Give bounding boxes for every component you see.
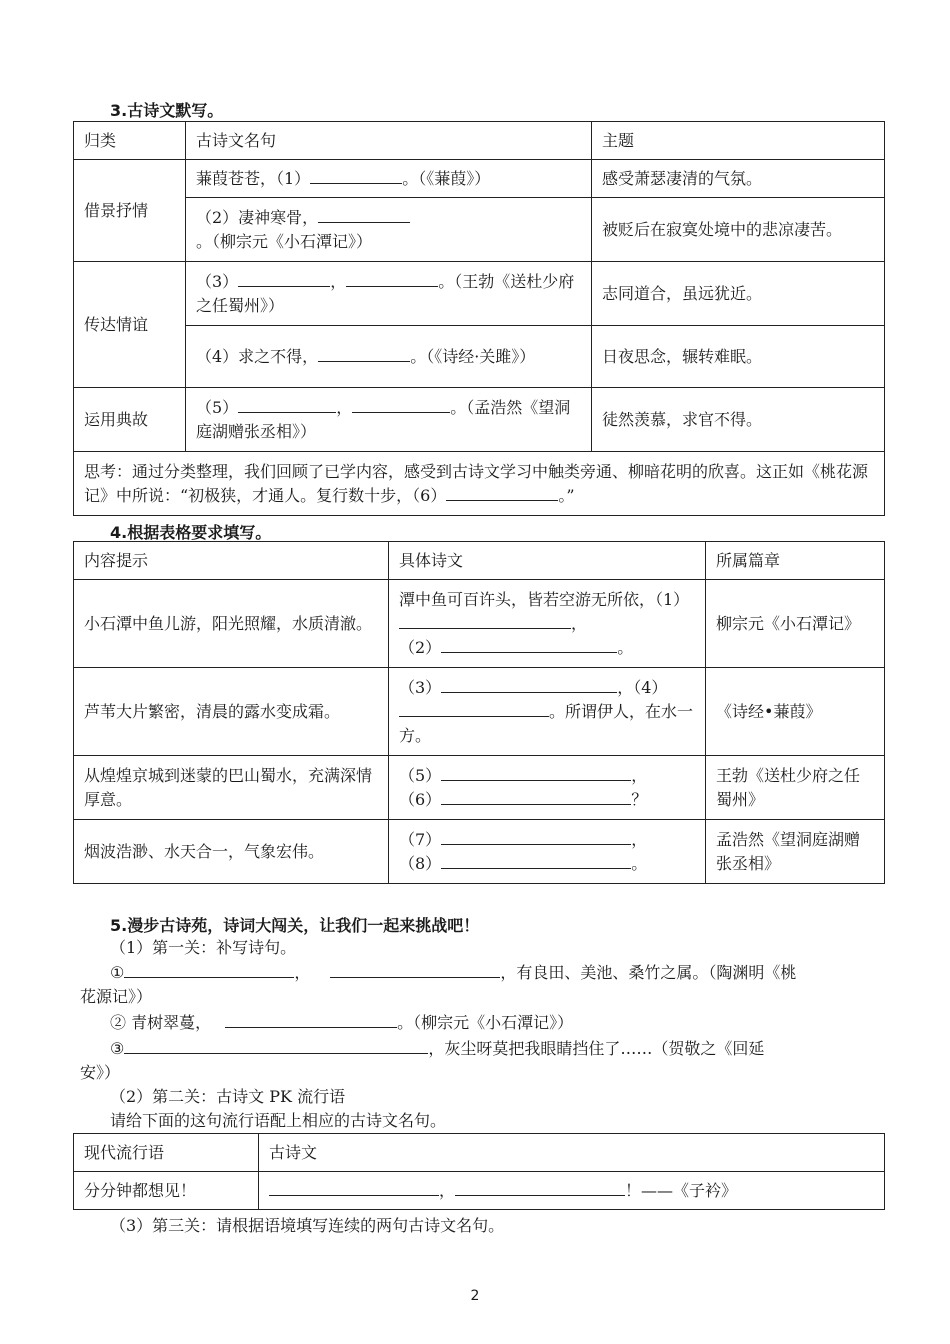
section-4-table: [73, 541, 885, 884]
header-lines: 古诗文名句: [186, 122, 592, 160]
slang-cell: 分分钟都想见！: [74, 1172, 259, 1210]
line-cell-4: （4）求之不得， 。（《诗经·关雎》）: [186, 326, 592, 388]
text-cell-4: （7） ， （8） 。: [389, 820, 706, 884]
page-number: 2: [470, 1288, 480, 1304]
hint-cell-3: 从煌煌京城到迷蒙的巴山蜀水，充满深情厚意。: [74, 756, 389, 820]
blank-3b[interactable]: [346, 270, 438, 287]
section-4-heading: 4.根据表格要求填写。: [110, 523, 272, 542]
header-hint: 内容提示: [74, 542, 389, 580]
theme-cell-1: 感受萧瑟凄清的气氛。: [592, 160, 885, 198]
theme-cell-3: 志同道合，虽远犹近。: [592, 262, 885, 326]
blank-5-t1[interactable]: [269, 1179, 439, 1196]
blank-5-2[interactable]: [225, 1011, 397, 1028]
source-cell-2: 《诗经•蒹葭》: [706, 668, 885, 756]
source-cell-1: 柳宗元《小石潭记》: [706, 580, 885, 668]
line-cell-2: （2）凄神寒骨，。（柳宗元《小石潭记》）: [186, 198, 592, 262]
source-cell-3: 王勃《送杜少府之任蜀州》: [706, 756, 885, 820]
section-5-table: [73, 1133, 885, 1210]
line-cell-1: 蒹葭苍苍，（1） 。（《蒹葭》）: [186, 160, 592, 198]
blank-5-3[interactable]: [124, 1037, 428, 1054]
blank-4-3[interactable]: [441, 676, 617, 693]
line-cell-5: （5） ， 。（孟浩然《望洞庭湖赠张丞相》）: [186, 388, 592, 452]
header-poem: 古诗文: [259, 1134, 885, 1172]
text-cell-2: （3） ，（4）。所谓伊人，在水一方。: [389, 668, 706, 756]
hint-cell-1: 小石潭中鱼儿游，阳光照耀，水质清澈。: [74, 580, 389, 668]
level-3-label: （3）第三关：请根据语境填写连续的两句古诗文名句。: [110, 1216, 505, 1235]
blank-4-7[interactable]: [441, 828, 631, 845]
text-cell-1: 潭中鱼可百许头，皆若空游无所依，（1）， （2） 。: [389, 580, 706, 668]
blank-4-8[interactable]: [441, 852, 631, 869]
poem-cell: ， ！——《子衿》: [259, 1172, 885, 1210]
level-2-label: （2）第二关：古诗文 PK 流行语: [110, 1087, 346, 1106]
text-cell-3: （5） ， （6） ？: [389, 756, 706, 820]
section-3-heading: 3.古诗文默写。: [110, 101, 224, 120]
blank-1[interactable]: [310, 167, 402, 184]
question-3-wrap: 安》）: [80, 1063, 121, 1082]
blank-4-6[interactable]: [441, 788, 631, 805]
hint-cell-2: 芦苇大片繁密，清晨的露水变成霜。: [74, 668, 389, 756]
header-text: 具体诗文: [389, 542, 706, 580]
question-2: ② 青树翠蔓， 。（柳宗元《小石潭记》）: [110, 1013, 574, 1032]
header-slang: 现代流行语: [74, 1134, 259, 1172]
line-cell-3: （3） ， 。（王勃《送杜少府之任蜀州》）: [186, 262, 592, 326]
level-1-label: （1）第一关：补写诗句。: [110, 938, 297, 957]
blank-5-1b[interactable]: [330, 961, 500, 978]
source-cell-4: 孟浩然《望洞庭湖赠张丞相》: [706, 820, 885, 884]
blank-5-t2[interactable]: [455, 1179, 625, 1196]
theme-cell-5: 徒然羡慕，求官不得。: [592, 388, 885, 452]
theme-cell-2: 被贬后在寂寞处境中的悲凉凄苦。: [592, 198, 885, 262]
blank-4[interactable]: [318, 345, 410, 362]
blank-6[interactable]: [446, 484, 558, 501]
blank-4-5[interactable]: [441, 764, 631, 781]
blank-5-1a[interactable]: [124, 961, 294, 978]
blank-2[interactable]: [318, 206, 410, 223]
blank-4-4[interactable]: [399, 700, 549, 717]
category-allusion: 运用典故: [74, 388, 186, 452]
section-3-table: [73, 121, 885, 516]
hint-cell-4: 烟波浩渺、水天合一，气象宏伟。: [74, 820, 389, 884]
blank-4-1[interactable]: [399, 612, 571, 629]
reflection-cell: 思考：通过分类整理，我们回顾了已学内容，感受到古诗文学习中触类旁通、柳暗花明的欣喜。这正如《桃花源记》中所说：“初极狭，才通人。复行数十步，（6） 。”: [74, 452, 885, 516]
question-1-wrap: 花源记》）: [80, 987, 153, 1006]
level-2-instruction: 请给下面的这句流行语配上相应的古诗文名句。: [110, 1111, 447, 1130]
theme-cell-4: 日夜思念，辗转难眠。: [592, 326, 885, 388]
header-source: 所属篇章: [706, 542, 885, 580]
category-scenery: 借景抒情: [74, 160, 186, 262]
blank-5a[interactable]: [238, 396, 336, 413]
header-category: 归类: [74, 122, 186, 160]
blank-3a[interactable]: [238, 270, 330, 287]
category-friendship: 传达情谊: [74, 262, 186, 388]
blank-5b[interactable]: [352, 396, 450, 413]
header-theme: 主题: [592, 122, 885, 160]
question-1: ① ， ，有良田、美池、桑竹之属。（陶渊明《桃: [110, 963, 797, 982]
question-3: ③ ，灰尘呀莫把我眼睛挡住了……（贺敬之《回延: [110, 1039, 765, 1058]
section-5-heading: 5.漫步古诗苑，诗词大闯关，让我们一起来挑战吧！: [110, 916, 480, 935]
blank-4-2[interactable]: [441, 636, 617, 653]
